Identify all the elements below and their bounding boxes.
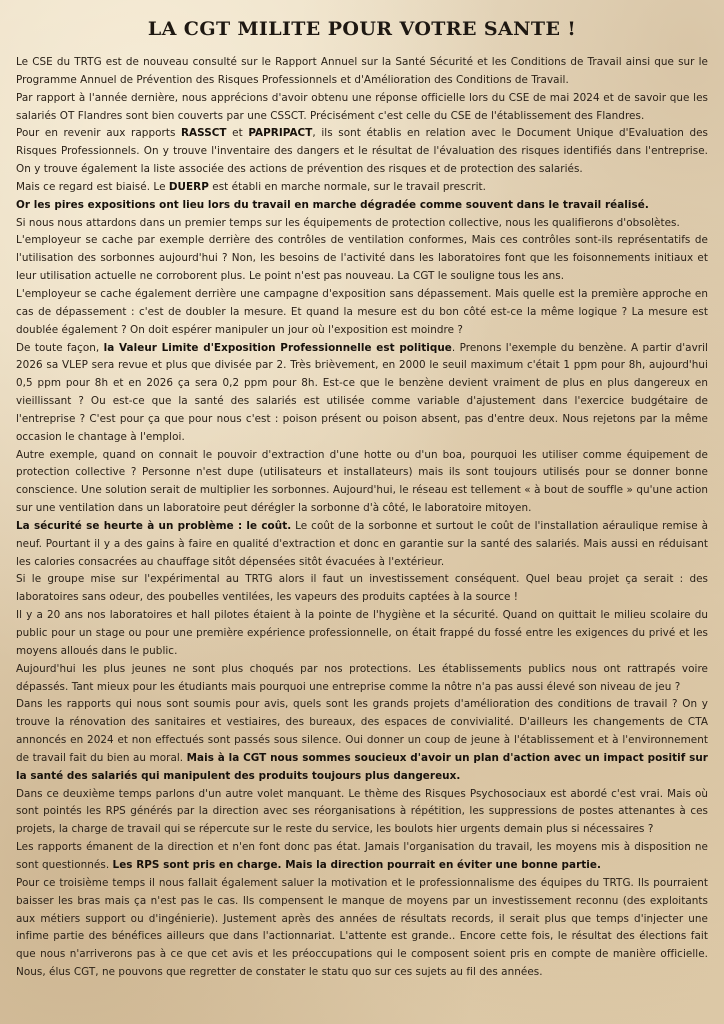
bold-text: RASSCT bbox=[181, 127, 227, 140]
paragraph bbox=[16, 179, 708, 197]
paragraph bbox=[16, 90, 708, 126]
text-run: De toute façon, bbox=[16, 341, 104, 354]
text-run: Autre exemple, quand on connait le pouvoir d'extraction d'une hotte ou d'un boa, pourquoi les utiliser comme équipement de protection collective ? Personne n'est dupe (utilisateurs et installateurs) mais ils sont toujours utilisés pour se donner bonne conscience. Une solution serait de multiplier les sorbonnes. Aujourd'hui, le réseau est tellement « à bout de souffle » qu'une action sur une ventilation dans un laboratoire peut dérégler la sorbonne d'à côté, le laboratoire mitoyen. bbox=[16, 448, 708, 515]
text-run: Si nous nous attardons dans un premier temps sur les équipements de protection collective, nous les qualifierons d'obsolètes. bbox=[16, 216, 680, 229]
text-run: L'employeur se cache par exemple derrière des contrôles de ventilation conformes, Mais ces contrôles sont-ils représentatifs de l'utilisation des sorbonnes aujourd'hui ? Non, les besoins de l'activité dans les laboratoires font que les foisonnements initiaux et leur utilisation actuelle ne corroborent plus. Le point n'est pas nouveau. La CGT le souligne tous les ans. bbox=[16, 234, 708, 283]
bold-text: La sécurité se heurte à un problème : le coût. bbox=[16, 519, 292, 532]
paragraph bbox=[16, 125, 708, 179]
bold-text: DUERP bbox=[168, 180, 209, 193]
paragraph bbox=[16, 340, 708, 447]
paragraph bbox=[16, 54, 708, 90]
paragraph bbox=[16, 286, 708, 340]
text-run: et bbox=[226, 127, 249, 140]
text-run: Pour en revenir aux rapports bbox=[16, 127, 181, 140]
text-run: Dans les rapports qui nous sont soumis pour avis, quels sont les grands projets d'amélioration des conditions de travail ? On y trouve la rénovation des sanitaires et vestiaires, des bureaux, des espaces de convivialité. D'ailleurs les changements de CTA annoncés en 2024 et non effectués sont passés sous silence. Oui donner un coup de jeune à l'établissement et à l'environnement de travail fait du bien au moral. bbox=[16, 698, 708, 764]
text-run: est établi en marche normale, sur le travail prescrit. bbox=[208, 180, 487, 193]
document-title: LA CGT MILITE POUR VOTRE SANTE ! bbox=[147, 18, 577, 40]
paragraph bbox=[16, 661, 708, 697]
paragraph bbox=[16, 447, 708, 518]
text-run: Le CSE du TRTG est de nouveau consulté sur le Rapport Annuel sur la Santé Sécurité et les Conditions de Travail ainsi que sur le Programme Annuel de Prévention des Risques Professionnels et d'Amélioration des Conditions de Travail. bbox=[16, 56, 708, 86]
text-run: Par rapport à l'année dernière, nous apprécions d'avoir obtenu une réponse officielle lors du CSE de mai 2024 et de savoir que les salariés OT Flandres sont bien couverts par une CSSCT. Précisément c'est celle du CSE de l'établissement des Flandres. bbox=[16, 91, 708, 122]
text-run: L'employeur se cache également derrière une campagne d'exposition sans dépassement. Mais quelle est la première approche en cas de dépassement : c'est de doubler la mesure. Et quand la mesure est du bon côté est-ce la même logique ? La mesure est doublée également ? On doit espérer manipuler un jour où l'exposition est moindre ? bbox=[16, 287, 708, 336]
paragraph bbox=[16, 232, 708, 286]
paragraph bbox=[16, 607, 708, 661]
paragraph bbox=[16, 518, 708, 572]
text-run: Dans ce deuxième temps parlons d'un autre volet manquant. Le thème des Risques Psychosociaux est abordé c'est vrai. Mais où sont pointés les RPS générés par la direction avec ses réorganisations à répétition, les suppressions de postes attenantes à ces projets, la charge de travail qui se répercute sur le reste du service, les boulots hier urgents demain plus si nécessaires ? bbox=[16, 787, 708, 836]
paragraph bbox=[16, 215, 708, 233]
bold-text: PAPRIPACT bbox=[248, 127, 313, 140]
bold-text: Or les pires expositions ont lieu lors du travail en marche dégradée comme souvent dans le travail réalisé. bbox=[16, 198, 649, 211]
paragraph bbox=[16, 839, 708, 875]
text-run: Aujourd'hui les plus jeunes ne sont plus choqués par nos protections. Les établissements publics nous ont rattrapés voire dépassés. Tant mieux pour les étudiants mais pourquoi une entreprise comme la nôtre n'a pas aussi élevé son niveau de jeu ? bbox=[16, 662, 708, 693]
text-run: Pour ce troisième temps il nous fallait également saluer la motivation et le professionnalisme des équipes du TRTG. Ils pourraient baisser les bras mais ça n'est pas le cas. Ils compensent le manque de moyens par un investissement reconnu (des exploitants aux métiers support ou d'ingénierie). Justement après des années de résultats records, il serait plus que temps d'injecter une infime partie des bénéfices ailleurs que dans l'actionnariat. L'attente est grande.. Encore cette fois, le résultat des élections fait que nous n'arriverons pas à ce que cet avis et les préoccupations qui le composent soient pris en compte de manière officielle. Nous, élus CGT, ne pouvons que regretter de constater le statu quo sur ces sujets au fil des années. bbox=[16, 876, 708, 979]
text-run: Les rapports émanent de la direction et n'en font donc pas état. Jamais l'organisation du travail, les moyens mis à disposition ne sont questionnés. bbox=[16, 841, 708, 871]
bold-text: la Valeur Limite d'Exposition Professionnelle est politique bbox=[103, 341, 452, 354]
text-run: Si le groupe mise sur l'expérimental au TRTG alors il faut un investissement conséquent. Quel beau projet ça serait : des laboratoires sans odeur, des poubelles ventilées, les vapeurs des produits captées à la source ! bbox=[16, 573, 708, 604]
bold-text: Mais à la CGT nous sommes soucieux d'avoir un plan d'action avec un impact positif sur la santé des salariés qui manipulent des produits toujours plus dangereux. bbox=[16, 751, 708, 782]
text-run: . Prenons l'exemple du benzène. A partir d'avril 2026 sa VLEP sera revue et plus que divisée par 2. Très brièvement, en 2000 le seuil maximum c'était 1 ppm pour 8h, aujourd'hui 0,5 ppm pour 8h et en 2026 ça sera 0,2 ppm pour 8h. Est-ce que le benzène devient vraiment de plus en plus dangereux en vieillissant ? Ou est-ce que la santé des salariés est utilisée comme variable d'ajustement dans l'exercice budgétaire de l'entreprise ? C'est pour ça que pour nous c'est : poison présent ou poison absent, pas d'entre deux. Nous rejetons par la même occasion le chantage à l'emploi. bbox=[16, 341, 708, 443]
paragraph bbox=[16, 696, 708, 785]
paragraph bbox=[16, 786, 708, 840]
text-run: , ils sont établis en relation avec le Document Unique d'Evaluation des Risques Professionnels. On y trouve l'inventaire des dangers et le résultat de l'évaluation des risques identifiés dans l'entreprise. On y trouve également la liste associée des actions de prévention des risques et de protection des salariés. bbox=[16, 127, 708, 176]
bold-text: Les RPS sont pris en charge. Mais la direction pourrait en éviter une bonne partie. bbox=[112, 858, 601, 871]
document-body bbox=[16, 54, 708, 982]
text-run: Le coût de la sorbonne et surtout le coût de l'installation aéraulique remise à neuf. Pourtant il y a des gains à faire en qualité d'extraction et donc en garantie sur la santé des salariés. Mais aussi en réduisant les calories consacrées au chauffage sitôt dépensées sitôt évacuées à l'extérieur. bbox=[16, 519, 708, 568]
text-run: Mais ce regard est biaisé. Le bbox=[16, 180, 169, 193]
paragraph bbox=[16, 571, 708, 607]
paragraph bbox=[16, 875, 708, 982]
paragraph bbox=[16, 197, 708, 215]
text-run: Il y a 20 ans nos laboratoires et hall pilotes étaient à la pointe de l'hygiène et la sécurité. Quand on quittait le milieu scolaire du public pour un stage ou pour une première expérience professionnelle, on était frappé du fossé entre les exigences du privé et les moyens alloués dans le public. bbox=[16, 609, 708, 657]
